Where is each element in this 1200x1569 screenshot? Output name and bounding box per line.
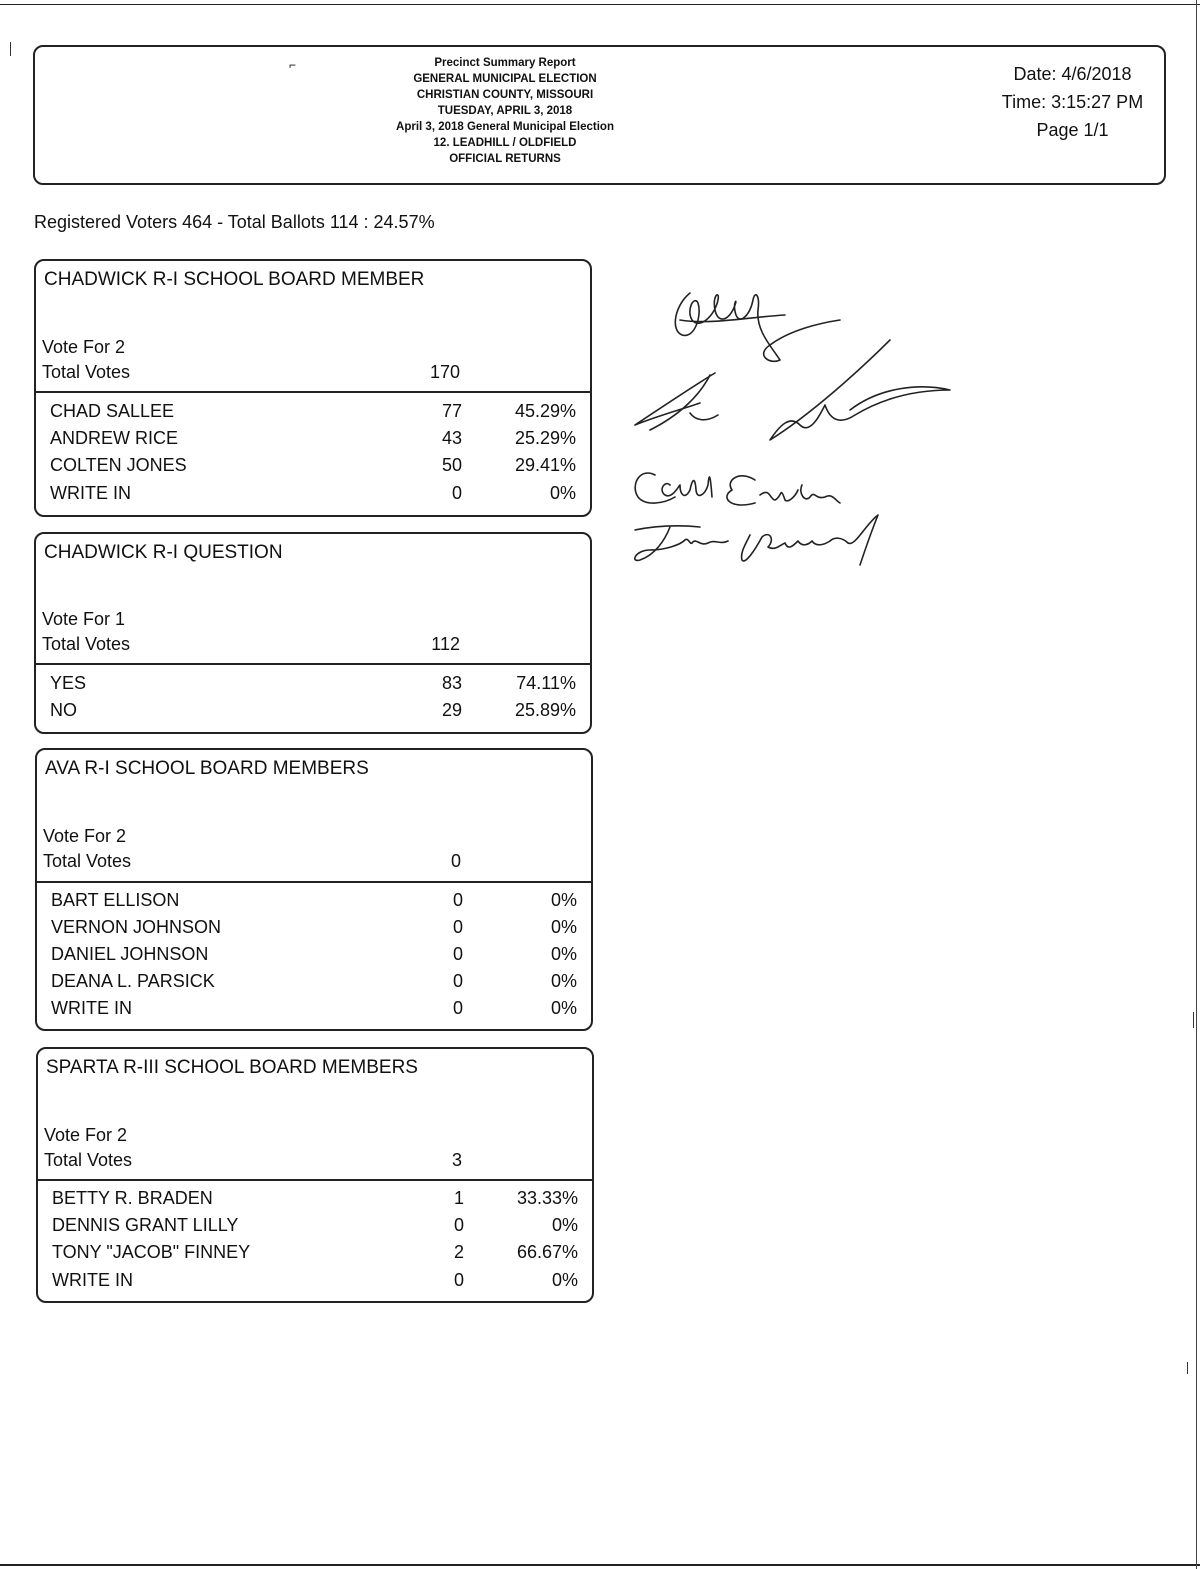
vote-for: Vote For 1	[42, 609, 126, 629]
divider	[36, 391, 590, 393]
table-row	[37, 944, 591, 971]
handwritten-signatures-icon	[620, 275, 960, 575]
signature-stroke	[690, 413, 718, 420]
table-row	[38, 1188, 592, 1215]
candidate-votes: 29	[441, 700, 462, 720]
signature-stroke	[742, 515, 878, 565]
candidate-name: WRITE IN	[50, 483, 131, 503]
candidate-votes: 0	[452, 890, 463, 910]
report-date: Date: 4/6/2018	[1013, 64, 1132, 84]
table-row	[36, 401, 590, 428]
scan-edge-top	[0, 4, 1200, 5]
vote-for: Vote For 2	[44, 1125, 128, 1145]
candidate-percent: 0%	[551, 1270, 578, 1290]
header-line: CHRISTIAN COUNTY, MISSOURI	[416, 89, 594, 101]
race-box	[34, 532, 592, 734]
divider	[36, 663, 590, 665]
signature-stroke	[727, 476, 840, 505]
candidate-name: ANDREW RICE	[50, 428, 179, 448]
candidate-name: DEANA L. PARSICK	[51, 971, 215, 991]
scan-edge-right	[1196, 0, 1197, 1569]
scan-mark	[1187, 1362, 1188, 1374]
race-title: CHADWICK R-I QUESTION	[44, 542, 283, 563]
total-votes-label: Total Votes	[44, 1150, 133, 1170]
candidate-name: COLTEN JONES	[50, 455, 187, 475]
total-votes-value: 112	[431, 634, 460, 654]
candidate-name: BETTY R. BRADEN	[52, 1188, 213, 1208]
divider	[37, 881, 591, 883]
table-row	[36, 428, 590, 455]
candidate-percent: 0%	[551, 1215, 578, 1235]
signature-stroke	[635, 526, 728, 561]
candidate-votes: 0	[452, 917, 463, 937]
candidate-percent: 66.67%	[516, 1242, 578, 1262]
candidate-votes: 50	[441, 455, 462, 475]
candidate-name: WRITE IN	[51, 998, 132, 1018]
header-line: OFFICIAL RETURNS	[449, 153, 561, 165]
header-line: Precinct Summary Report	[434, 57, 576, 69]
candidate-votes: 0	[452, 944, 463, 964]
table-row	[37, 998, 591, 1025]
scan-mark	[1193, 1012, 1194, 1028]
candidate-percent: 33.33%	[516, 1188, 578, 1208]
candidate-name: CHAD SALLEE	[50, 401, 175, 421]
signature-stroke	[635, 473, 712, 503]
candidate-name: TONY "JACOB" FINNEY	[52, 1242, 251, 1262]
candidate-percent: 0%	[550, 944, 577, 964]
total-votes-value: 3	[451, 1150, 462, 1170]
header-line: GENERAL MUNICIPAL ELECTION	[413, 73, 597, 85]
candidate-votes: 83	[441, 673, 462, 693]
signature-stroke	[680, 315, 785, 322]
report-time: Time: 3:15:27 PM	[1001, 92, 1144, 112]
candidate-votes: 0	[453, 1270, 464, 1290]
candidate-votes: 0	[451, 483, 462, 503]
table-row	[37, 971, 591, 998]
race-title: CHADWICK R-I SCHOOL BOARD MEMBER	[44, 269, 425, 290]
candidate-votes: 0	[452, 971, 463, 991]
vote-for: Vote For 2	[43, 826, 127, 846]
signature-stroke	[650, 375, 710, 430]
header-line: April 3, 2018 General Municipal Election	[396, 121, 614, 133]
vote-for: Vote For 2	[42, 337, 126, 357]
table-row	[37, 917, 591, 944]
candidate-name: YES	[50, 673, 87, 693]
table-row	[36, 673, 590, 700]
header-line: TUESDAY, APRIL 3, 2018	[437, 105, 573, 117]
table-row	[36, 700, 590, 727]
table-row	[37, 890, 591, 917]
scan-edge-bottom	[0, 1564, 1200, 1566]
candidate-percent: 0%	[550, 917, 577, 937]
candidate-votes: 2	[453, 1242, 464, 1262]
race-box	[35, 748, 593, 1031]
total-votes-value: 170	[429, 362, 460, 382]
divider	[38, 1179, 592, 1181]
table-row	[38, 1215, 592, 1242]
candidate-percent: 45.29%	[514, 401, 576, 421]
table-row	[38, 1242, 592, 1269]
candidate-percent: 0%	[549, 483, 576, 503]
race-title: AVA R-I SCHOOL BOARD MEMBERS	[45, 758, 369, 779]
table-row	[36, 483, 590, 510]
candidate-votes: 0	[452, 998, 463, 1018]
header-line: 12. LEADHILL / OLDFIELD	[433, 137, 577, 149]
candidate-percent: 0%	[550, 890, 577, 910]
signature-stroke	[635, 373, 715, 425]
candidate-name: NO	[50, 700, 77, 720]
candidate-percent: 0%	[550, 998, 577, 1018]
scan-mark	[10, 42, 11, 56]
candidate-name: BART ELLISON	[51, 890, 180, 910]
candidate-percent: 29.41%	[514, 455, 576, 475]
race-title: SPARTA R-III SCHOOL BOARD MEMBERS	[46, 1057, 418, 1078]
candidate-votes: 77	[441, 401, 462, 421]
table-row	[36, 455, 590, 482]
race-box	[34, 259, 592, 517]
total-votes-label: Total Votes	[42, 362, 131, 382]
candidate-votes: 0	[453, 1215, 464, 1235]
race-box	[36, 1047, 594, 1303]
total-votes-value: 0	[450, 851, 461, 871]
total-votes-label: Total Votes	[43, 851, 132, 871]
signature-stroke	[770, 340, 950, 440]
report-meta	[985, 60, 1160, 144]
candidate-name: DANIEL JOHNSON	[51, 944, 209, 964]
registered-voters-summary: Registered Voters 464 - Total Ballots 114 : 24.57%	[34, 212, 435, 232]
candidate-votes: 1	[453, 1188, 464, 1208]
signature-stroke	[675, 293, 840, 361]
total-votes-label: Total Votes	[42, 634, 131, 654]
scan-tick-mark: ⌐	[289, 58, 297, 72]
table-row	[38, 1270, 592, 1297]
report-page: Page 1/1	[1036, 120, 1109, 140]
candidate-name: WRITE IN	[52, 1270, 133, 1290]
report-header-title	[320, 55, 690, 167]
candidate-percent: 74.11%	[516, 673, 576, 693]
candidate-name: VERNON JOHNSON	[51, 917, 222, 937]
candidate-name: DENNIS GRANT LILLY	[52, 1215, 239, 1235]
candidate-percent: 25.89%	[514, 700, 576, 720]
candidate-percent: 0%	[550, 971, 577, 991]
candidate-percent: 25.29%	[514, 428, 576, 448]
candidate-votes: 43	[441, 428, 462, 448]
